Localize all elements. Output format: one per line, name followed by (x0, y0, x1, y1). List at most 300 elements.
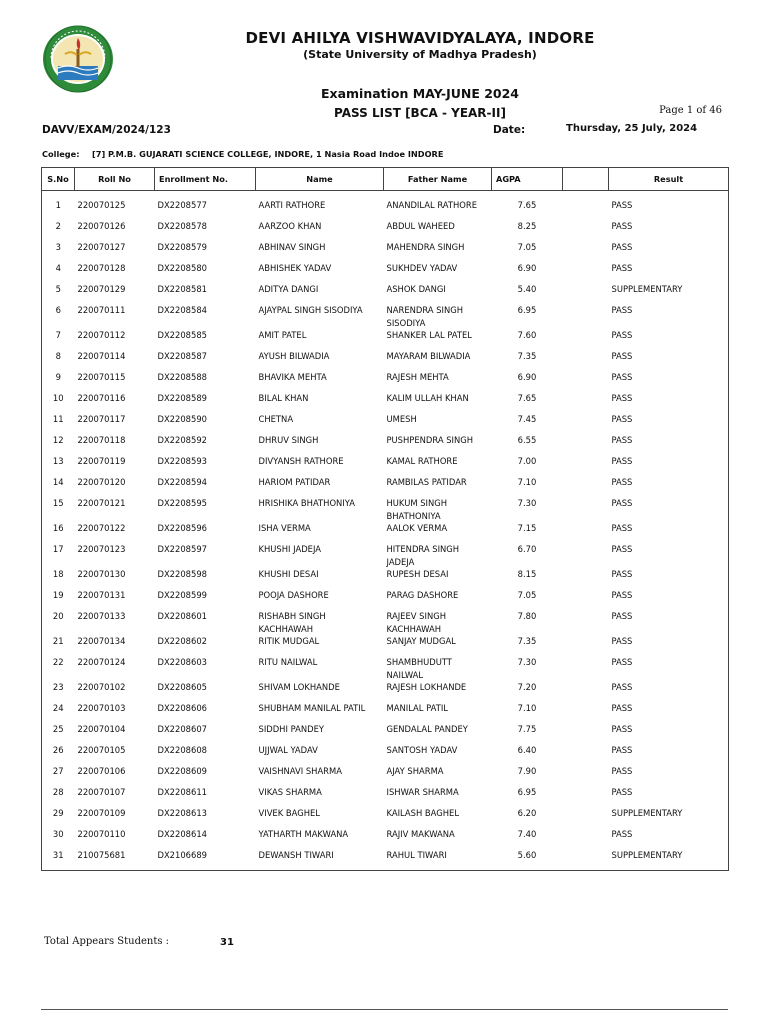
cell-blank (563, 522, 609, 543)
cell-roll-no: 220070134 (77, 636, 126, 646)
cell-result: PASS (611, 372, 633, 382)
date-value: Thursday, 25 July, 2024 (566, 123, 698, 134)
cell-sno: 6 (55, 305, 61, 315)
cell-father-name: RAJESH LOKHANDE (386, 682, 467, 692)
cell-result: PASS (611, 435, 633, 445)
cell-sno: 4 (55, 263, 61, 273)
cell-father-name: ANANDILAL RATHORE (386, 200, 477, 210)
cell-result: PASS (611, 657, 633, 667)
cell-name: BHAVIKA MEHTA (258, 372, 327, 382)
cell-result: SUPPLEMENTARY (611, 284, 683, 294)
cell-enrollment: DX2208613 (157, 808, 207, 818)
cell-agpa: 7.60 (517, 330, 537, 340)
cell-blank (563, 304, 609, 329)
cell-result: SUPPLEMENTARY (611, 808, 683, 818)
cell-enrollment: DX2208597 (157, 544, 207, 554)
cell-father-name: UMESH (386, 414, 417, 424)
table-row (42, 413, 729, 434)
table-row (42, 497, 729, 522)
cell-agpa: 6.70 (517, 544, 537, 554)
cell-father-name: PUSHPENDRA SINGH (386, 435, 474, 445)
cell-father-name: RAJEEV SINGH KACHHAWAH (386, 611, 446, 634)
cell-roll-no: 220070117 (77, 414, 126, 424)
cell-blank (563, 849, 609, 871)
cell-result: PASS (611, 414, 633, 424)
cell-sno: 21 (52, 636, 64, 646)
cell-name: ADITYA DANGI (258, 284, 319, 294)
cell-roll-no: 210075681 (77, 850, 126, 860)
cell-father-name: KALIM ULLAH KHAN (386, 393, 469, 403)
cell-sno: 11 (52, 414, 64, 424)
cell-agpa: 6.90 (517, 263, 537, 273)
table-row (42, 702, 729, 723)
cell-father-name: MAYARAM BILWADIA (386, 351, 471, 361)
table-row (42, 828, 729, 849)
cell-enrollment: DX2208589 (157, 393, 207, 403)
cell-father-name: AALOK VERMA (386, 523, 448, 533)
table-row (42, 744, 729, 765)
cell-blank (563, 807, 609, 828)
cell-agpa: 6.55 (517, 435, 537, 445)
cell-sno: 3 (55, 242, 61, 252)
cell-enrollment: DX2208599 (157, 590, 207, 600)
cell-sno: 25 (52, 724, 64, 734)
cell-blank (563, 241, 609, 262)
college-label: College: (42, 149, 80, 159)
cell-agpa: 7.15 (517, 523, 537, 533)
cell-sno: 8 (55, 351, 61, 361)
cell-name: KHUSHI JADEJA (258, 544, 322, 554)
cell-father-name: RAHUL TIWARI (386, 850, 447, 860)
cell-agpa: 7.00 (517, 456, 537, 466)
cell-result: PASS (611, 590, 633, 600)
table-row (42, 434, 729, 455)
cell-result: PASS (611, 766, 633, 776)
cell-sno: 18 (52, 569, 64, 579)
cell-enrollment: DX2208592 (157, 435, 207, 445)
cell-father-name: SHAMBHUDUTT NAILWAL (386, 657, 452, 680)
cell-blank (563, 786, 609, 807)
cell-agpa: 5.40 (517, 284, 537, 294)
table-row (42, 610, 729, 635)
cell-roll-no: 220070122 (77, 523, 126, 533)
cell-enrollment: DX2208608 (157, 745, 207, 755)
cell-result: PASS (611, 242, 633, 252)
date-label: Date: (493, 124, 526, 136)
cell-blank (563, 283, 609, 304)
cell-result: PASS (611, 703, 633, 713)
cell-enrollment: DX2208601 (157, 611, 207, 621)
cell-roll-no: 220070120 (77, 477, 126, 487)
cell-enrollment: DX2208579 (157, 242, 207, 252)
table-row (42, 350, 729, 371)
cell-agpa: 7.05 (517, 590, 537, 600)
cell-name: AYUSH BILWADIA (258, 351, 330, 361)
cell-name: AJAYPAL SINGH SISODIYA (258, 305, 363, 315)
cell-roll-no: 220070105 (77, 745, 126, 755)
cell-father-name: SUKHDEV YADAV (386, 263, 458, 273)
cell-result: PASS (611, 829, 633, 839)
cell-father-name: HUKUM SINGH BHATHONIYA (386, 498, 448, 521)
cell-enrollment: DX2208598 (157, 569, 207, 579)
table-row (42, 786, 729, 807)
cell-enrollment: DX2208584 (157, 305, 207, 315)
table-row (42, 455, 729, 476)
cell-name: AMIT PATEL (258, 330, 307, 340)
cell-roll-no: 220070118 (77, 435, 126, 445)
table-row (42, 262, 729, 283)
cell-blank (563, 392, 609, 413)
cell-name: ABHISHEK YADAV (258, 263, 332, 273)
cell-sno: 28 (52, 787, 64, 797)
cell-result: PASS (611, 200, 633, 210)
cell-roll-no: 220070106 (77, 766, 126, 776)
col-roll-no: Roll No (75, 168, 155, 191)
cell-agpa: 6.40 (517, 745, 537, 755)
cell-name: SIDDHI PANDEY (258, 724, 324, 734)
cell-enrollment: DX2208590 (157, 414, 207, 424)
cell-name: DEWANSH TIWARI (258, 850, 334, 860)
cell-enrollment: DX2208594 (157, 477, 207, 487)
table-row (42, 589, 729, 610)
table-row (42, 220, 729, 241)
cell-enrollment: DX2208588 (157, 372, 207, 382)
cell-enrollment: DX2208603 (157, 657, 207, 667)
cell-blank (563, 476, 609, 497)
cell-blank (563, 610, 609, 635)
cell-result: PASS (611, 305, 633, 315)
col-sno: S.No (42, 168, 75, 191)
cell-roll-no: 220070127 (77, 242, 126, 252)
cell-roll-no: 220070129 (77, 284, 126, 294)
table-body (42, 191, 729, 871)
cell-roll-no: 220070115 (77, 372, 126, 382)
cell-father-name: KAILASH BAGHEL (386, 808, 459, 818)
cell-name: HARIOM PATIDAR (258, 477, 331, 487)
cell-name: RITIK MUDGAL (258, 636, 320, 646)
cell-father-name: RAJESH MEHTA (386, 372, 449, 382)
cell-name: RITU NAILWAL (258, 657, 318, 667)
cell-roll-no: 220070121 (77, 498, 126, 508)
cell-sno: 22 (52, 657, 64, 667)
table-row (42, 807, 729, 828)
cell-roll-no: 220070107 (77, 787, 126, 797)
university-logo (41, 24, 115, 94)
cell-father-name: SANJAY MUDGAL (386, 636, 456, 646)
cell-result: PASS (611, 221, 633, 231)
cell-name: BILAL KHAN (258, 393, 309, 403)
cell-name: AARTI RATHORE (258, 200, 326, 210)
cell-name: SHIVAM LOKHANDE (258, 682, 340, 692)
cell-result: PASS (611, 477, 633, 487)
table-row (42, 681, 729, 702)
table-row (42, 371, 729, 392)
cell-sno: 20 (52, 611, 64, 621)
cell-enrollment: DX2208587 (157, 351, 207, 361)
cell-result: PASS (611, 724, 633, 734)
college-name: [7] P.M.B. GUJARATI SCIENCE COLLEGE, INDORE, 1 Nasia Road Indoe INDORE (92, 149, 444, 159)
university-title: DEVI AHILYA VISHWAVIDYALAYA, INDORE (245, 29, 595, 47)
cell-sno: 14 (52, 477, 64, 487)
cell-enrollment: DX2208609 (157, 766, 207, 776)
table-row (42, 656, 729, 681)
cell-blank (563, 723, 609, 744)
cell-agpa: 7.65 (517, 200, 537, 210)
table-row (42, 329, 729, 350)
cell-name: CHETNA (258, 414, 294, 424)
table-row (42, 635, 729, 656)
cell-result: PASS (611, 569, 633, 579)
total-students-label: Total Appears Students : (44, 936, 170, 947)
col-name: Name (256, 168, 384, 191)
cell-result: PASS (611, 682, 633, 692)
cell-roll-no: 220070128 (77, 263, 126, 273)
cell-roll-no: 220070103 (77, 703, 126, 713)
cell-result: PASS (611, 263, 633, 273)
cell-father-name: MANILAL PATIL (386, 703, 448, 713)
cell-enrollment: DX2208607 (157, 724, 207, 734)
table-header-row (42, 168, 729, 191)
cell-blank (563, 371, 609, 392)
cell-sno: 7 (55, 330, 61, 340)
cell-result: PASS (611, 498, 633, 508)
cell-blank (563, 568, 609, 589)
cell-agpa: 7.35 (517, 636, 537, 646)
cell-father-name: SHANKER LAL PATEL (386, 330, 472, 340)
cell-enrollment: DX2208596 (157, 523, 207, 533)
cell-sno: 29 (52, 808, 64, 818)
cell-name: SHUBHAM MANILAL PATIL (258, 703, 366, 713)
cell-enrollment: DX2208605 (157, 682, 207, 692)
cell-agpa: 7.90 (517, 766, 537, 776)
cell-father-name: ASHOK DANGI (386, 284, 446, 294)
cell-enrollment: DX2208602 (157, 636, 207, 646)
cell-father-name: RAMBILAS PATIDAR (386, 477, 467, 487)
cell-blank (563, 681, 609, 702)
cell-roll-no: 220070131 (77, 590, 126, 600)
cell-roll-no: 220070102 (77, 682, 126, 692)
college-line (42, 149, 443, 159)
cell-blank (563, 656, 609, 681)
cell-agpa: 6.90 (517, 372, 537, 382)
reference-number: DAVV/EXAM/2024/123 (42, 124, 171, 136)
cell-agpa: 7.75 (517, 724, 537, 734)
cell-roll-no: 220070125 (77, 200, 126, 210)
cell-sno: 17 (52, 544, 64, 554)
cell-sno: 16 (52, 523, 64, 533)
cell-result: PASS (611, 351, 633, 361)
cell-name: AARZOO KHAN (258, 221, 322, 231)
cell-agpa: 7.10 (517, 703, 537, 713)
cell-enrollment: DX2208578 (157, 221, 207, 231)
cell-enrollment: DX2208585 (157, 330, 207, 340)
cell-name: DHRUV SINGH (258, 435, 319, 445)
cell-agpa: 6.95 (517, 305, 537, 315)
cell-roll-no: 220070124 (77, 657, 126, 667)
cell-agpa: 7.40 (517, 829, 537, 839)
cell-enrollment: DX2208577 (157, 200, 207, 210)
cell-agpa: 7.05 (517, 242, 537, 252)
cell-roll-no: 220070116 (77, 393, 126, 403)
cell-enrollment: DX2208606 (157, 703, 207, 713)
cell-blank (563, 220, 609, 241)
cell-blank (563, 635, 609, 656)
cell-result: SUPPLEMENTARY (611, 850, 683, 860)
cell-roll-no: 220070123 (77, 544, 126, 554)
cell-sno: 27 (52, 766, 64, 776)
cell-sno: 10 (52, 393, 64, 403)
table-row (42, 723, 729, 744)
cell-name: UJJWAL YADAV (258, 745, 318, 755)
cell-blank (563, 765, 609, 786)
col-agpa: AGPA (492, 168, 563, 191)
cell-result: PASS (611, 745, 633, 755)
cell-roll-no: 220070111 (77, 305, 126, 315)
cell-name: VIKAS SHARMA (258, 787, 322, 797)
footer-divider (41, 1009, 728, 1010)
cell-father-name: ISHWAR SHARMA (386, 787, 459, 797)
cell-blank (563, 744, 609, 765)
cell-sno: 12 (52, 435, 64, 445)
cell-sno: 1 (55, 200, 61, 210)
cell-enrollment: DX2208581 (157, 284, 207, 294)
cell-result: PASS (611, 787, 633, 797)
cell-name: ISHA VERMA (258, 523, 311, 533)
cell-sno: 13 (52, 456, 64, 466)
cell-enrollment: DX2208580 (157, 263, 207, 273)
cell-roll-no: 220070110 (77, 829, 126, 839)
cell-blank (563, 543, 609, 568)
cell-roll-no: 220070133 (77, 611, 126, 621)
cell-blank (563, 828, 609, 849)
table-row (42, 199, 729, 220)
col-result: Result (609, 168, 729, 191)
cell-sno: 24 (52, 703, 64, 713)
cell-sno: 23 (52, 682, 64, 692)
cell-name: ABHINAV SINGH (258, 242, 326, 252)
cell-blank (563, 702, 609, 723)
cell-enrollment: DX2208614 (157, 829, 207, 839)
cell-father-name: HITENDRA SINGH JADEJA (386, 544, 460, 567)
cell-agpa: 7.35 (517, 351, 537, 361)
table-row (42, 304, 729, 329)
col-enrollment: Enrollment No. (155, 168, 256, 191)
cell-name: RISHABH SINGH KACHHAWAH (258, 611, 326, 634)
cell-name: VIVEK BAGHEL (258, 808, 320, 818)
cell-roll-no: 220070114 (77, 351, 126, 361)
cell-result: PASS (611, 330, 633, 340)
cell-agpa: 6.95 (517, 787, 537, 797)
cell-name: DIVYANSH RATHORE (258, 456, 344, 466)
cell-agpa: 6.20 (517, 808, 537, 818)
total-students-value: 31 (220, 937, 234, 948)
cell-blank (563, 329, 609, 350)
cell-father-name: RUPESH DESAI (386, 569, 449, 579)
cell-sno: 5 (55, 284, 61, 294)
cell-agpa: 7.65 (517, 393, 537, 403)
cell-roll-no: 220070119 (77, 456, 126, 466)
cell-sno: 15 (52, 498, 64, 508)
cell-father-name: ABDUL WAHEED (386, 221, 455, 231)
cell-father-name: GENDALAL PANDEY (386, 724, 468, 734)
cell-sno: 2 (55, 221, 61, 231)
cell-agpa: 8.25 (517, 221, 537, 231)
cell-sno: 26 (52, 745, 64, 755)
col-blank (563, 168, 609, 191)
table-row (42, 283, 729, 304)
table-row (42, 568, 729, 589)
cell-father-name: MAHENDRA SINGH (386, 242, 465, 252)
cell-father-name: NARENDRA SINGH SISODIYA (386, 305, 464, 328)
cell-blank (563, 262, 609, 283)
cell-blank (563, 455, 609, 476)
table-row (42, 241, 729, 262)
pass-list-table (41, 167, 729, 871)
table-row (42, 849, 729, 871)
cell-blank (563, 497, 609, 522)
cell-father-name: KAMAL RATHORE (386, 456, 458, 466)
table-row (42, 522, 729, 543)
university-subtitle: (State University of Madhya Pradesh) (303, 48, 537, 61)
cell-enrollment: DX2208611 (157, 787, 207, 797)
cell-agpa: 8.15 (517, 569, 537, 579)
cell-blank (563, 350, 609, 371)
cell-blank (563, 589, 609, 610)
cell-father-name: PARAG DASHORE (386, 590, 459, 600)
cell-result: PASS (611, 456, 633, 466)
cell-name: VAISHNAVI SHARMA (258, 766, 342, 776)
table-row (42, 765, 729, 786)
cell-roll-no: 220070126 (77, 221, 126, 231)
cell-agpa: 7.45 (517, 414, 537, 424)
cell-agpa: 7.20 (517, 682, 537, 692)
cell-name: HRISHIKA BHATHONIYA (258, 498, 355, 508)
table-row (42, 476, 729, 497)
cell-father-name: RAJIV MAKWANA (386, 829, 455, 839)
page-number: Page 1 of 46 (659, 105, 722, 116)
cell-enrollment: DX2208593 (157, 456, 207, 466)
cell-roll-no: 220070104 (77, 724, 126, 734)
cell-blank (563, 199, 609, 220)
table-row (42, 543, 729, 568)
cell-sno: 19 (52, 590, 64, 600)
table-row (42, 392, 729, 413)
cell-roll-no: 220070112 (77, 330, 126, 340)
cell-name: KHUSHI DESAI (258, 569, 319, 579)
cell-result: PASS (611, 523, 633, 533)
cell-enrollment: DX2106689 (157, 850, 207, 860)
cell-agpa: 5.60 (517, 850, 537, 860)
cell-result: PASS (611, 544, 633, 554)
col-father-name: Father Name (384, 168, 492, 191)
exam-title: Examination MAY-JUNE 2024 (320, 86, 520, 101)
cell-blank (563, 413, 609, 434)
cell-result: PASS (611, 611, 633, 621)
cell-result: PASS (611, 393, 633, 403)
cell-agpa: 7.30 (517, 657, 537, 667)
cell-sno: 9 (55, 372, 61, 382)
cell-roll-no: 220070109 (77, 808, 126, 818)
cell-sno: 30 (52, 829, 64, 839)
cell-name: POOJA DASHORE (258, 590, 329, 600)
cell-enrollment: DX2208595 (157, 498, 207, 508)
pass-list-title: PASS LIST [BCA - YEAR-II] (334, 106, 506, 120)
cell-blank (563, 434, 609, 455)
cell-agpa: 7.10 (517, 477, 537, 487)
cell-agpa: 7.30 (517, 498, 537, 508)
cell-name: YATHARTH MAKWANA (258, 829, 349, 839)
cell-sno: 31 (52, 850, 64, 860)
